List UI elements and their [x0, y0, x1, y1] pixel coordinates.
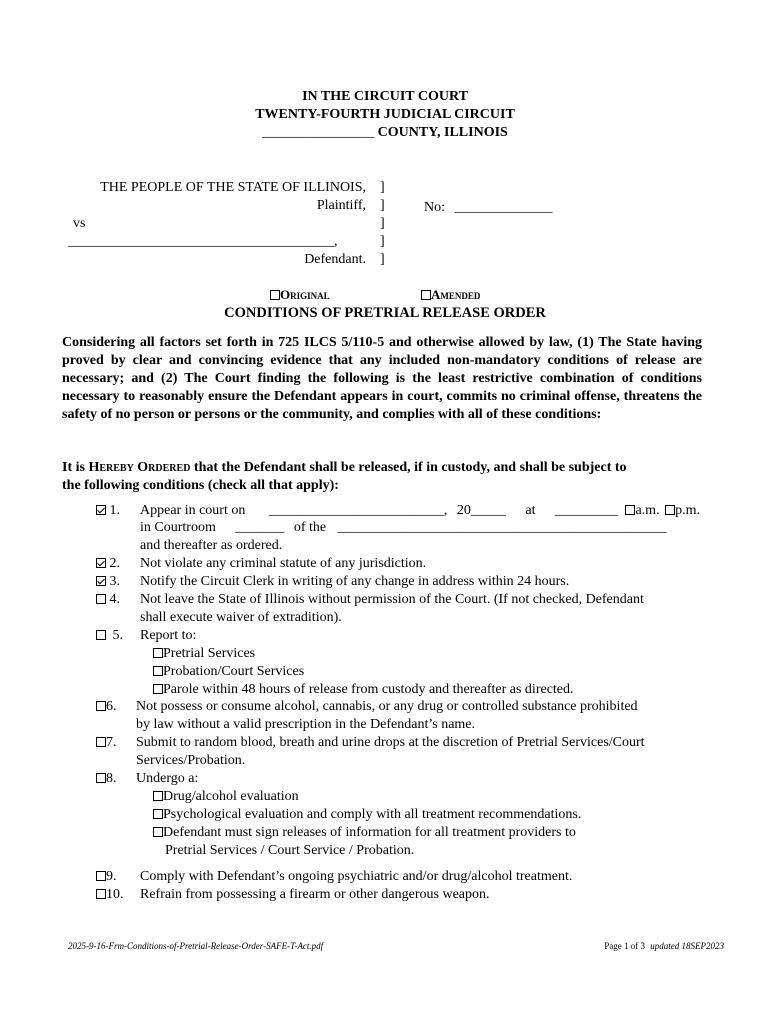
item-9-checkbox[interactable] — [96, 871, 106, 881]
original-checkbox[interactable] — [270, 290, 280, 300]
item-5-number: 5. — [112, 628, 123, 643]
parole-checkbox[interactable] — [153, 684, 163, 694]
appear-label: Appear in court on — [140, 503, 246, 518]
am-label: a.m. — [635, 503, 660, 518]
intro-paragraph: Considering all factors set forth in 725 ILCS 5/110-5 and otherwise allowed by law, (1) The State having proved by clear and convincing evidence that any included non-mandatory conditions of release are necessary; and (2) The Court finding the following is the least restrictive combination of conditions necessary to reasonably ensure the Defendant appears in court, commits no criminal offense, threatens the safety of no person or persons or the community, and complies with all of these conditions: — [62, 335, 702, 422]
of-the-label: of the — [293, 520, 327, 535]
case-number — [424, 199, 553, 217]
item-8-sub-3[interactable] — [153, 824, 576, 842]
updated-date: updated 18SEP2023 — [650, 941, 724, 951]
caption-bracket: ] — [380, 252, 385, 267]
releases-label: Defendant must sign releases of information for all treatment providers to — [163, 825, 576, 840]
ordered-line-1 — [62, 459, 627, 477]
original-label: Original — [280, 287, 330, 302]
caption-defendant-line[interactable]: ______________________________________, — [68, 234, 338, 249]
item-8 — [96, 770, 117, 788]
item-4-number: 4. — [109, 592, 120, 607]
item-4 — [96, 591, 120, 609]
item-9 — [96, 868, 117, 886]
county-label: COUNTY, ILLINOIS — [377, 125, 508, 140]
item-3-number: 3. — [109, 574, 120, 589]
probation-label: Probation/Court Services — [163, 664, 305, 679]
ordered-line-2: the following conditions (check all that apply): — [62, 478, 339, 493]
item-10-text: Refrain from possessing a firearm or other dangerous weapon. — [140, 887, 490, 902]
item-4-line-1: Not leave the State of Illinois without permission of the Court. (If not checked, Defendant — [140, 592, 644, 607]
amended-checkbox[interactable] — [421, 290, 431, 300]
case-number-field[interactable]: ______________ — [454, 200, 553, 215]
item-3-checkbox[interactable] — [96, 576, 106, 586]
item-10-checkbox[interactable] — [96, 889, 106, 899]
item-10 — [96, 886, 124, 904]
original-option[interactable] — [270, 287, 330, 303]
document-title: CONDITIONS OF PRETRIAL RELEASE ORDER — [224, 305, 546, 321]
item-1-line-1 — [140, 502, 700, 520]
item-6-checkbox[interactable] — [96, 701, 106, 711]
item-2-checkbox[interactable] — [96, 558, 106, 568]
pretrial-services-label: Pretrial Services — [163, 646, 256, 661]
item-1 — [96, 502, 120, 520]
footer-filename: 2025-9-16-Frm-Conditions-of-Pretrial-Release-Order-SAFE-T-Act.pdf — [68, 941, 324, 951]
item-8-number: 8. — [106, 771, 117, 786]
item-6-line-2: by law without a valid prescription in the Defendant’s name. — [136, 717, 476, 732]
item-2-text: Not violate any criminal statute of any jurisdiction. — [140, 556, 427, 571]
court-date-field[interactable]: _________________________, — [268, 503, 448, 518]
item-4-checkbox[interactable] — [96, 594, 106, 604]
court-year-field[interactable]: 20_____ — [456, 503, 506, 518]
parole-label: Parole within 48 hours of release from custody and thereafter as directed. — [163, 682, 574, 697]
caption-bracket: ] — [380, 216, 385, 231]
item-5-sub-3[interactable] — [153, 681, 574, 699]
item-4-line-2: shall execute waiver of extradition). — [140, 610, 342, 625]
caption-bracket: ] — [380, 198, 385, 213]
court-name: IN THE CIRCUIT COURT — [302, 89, 468, 104]
courtroom-field[interactable]: _______ — [235, 520, 285, 535]
item-9-text: Comply with Defendant’s ongoing psychiatric and/or drug/alcohol treatment. — [140, 869, 573, 884]
item-7 — [96, 734, 117, 752]
item-5-sub-2[interactable] — [153, 663, 304, 681]
case-number-label: No: — [424, 200, 445, 215]
item-9-number: 9. — [106, 869, 117, 884]
court-time-field[interactable]: _________ — [554, 503, 618, 518]
item-5 — [96, 627, 123, 645]
psych-eval-checkbox[interactable] — [153, 809, 163, 819]
footer-page — [556, 941, 724, 951]
amended-label: Amended — [431, 287, 481, 302]
caption-bracket: ] — [380, 180, 385, 195]
item-3 — [96, 573, 120, 591]
item-8-checkbox[interactable] — [96, 773, 106, 783]
item-7-checkbox[interactable] — [96, 737, 106, 747]
at-label: at — [525, 503, 536, 518]
item-8-sub-3-cont: Pretrial Services / Court Service / Probation. — [165, 843, 415, 858]
item-7-line-2: Services/Probation. — [136, 753, 246, 768]
item-3-text: Notify the Circuit Clerk in writing of any change in address within 24 hours. — [140, 574, 570, 589]
ordered-rest: that the Defendant shall be released, if in custody, and shall be subject to — [190, 460, 627, 475]
item-6-number: 6. — [106, 699, 117, 714]
drug-eval-label: Drug/alcohol evaluation — [163, 789, 299, 804]
item-2-number: 2. — [109, 556, 120, 571]
probation-checkbox[interactable] — [153, 666, 163, 676]
item-7-line-1: Submit to random blood, breath and urine drops at the discretion of Pretrial Services/Court — [136, 735, 645, 750]
amended-option[interactable] — [421, 287, 480, 303]
ordered-prefix: It is — [62, 460, 89, 475]
item-5-sub-1[interactable] — [153, 645, 255, 663]
item-5-text: Report to: — [140, 628, 197, 643]
item-1-line-2 — [140, 519, 667, 537]
caption-defendant: Defendant. — [304, 252, 366, 267]
pretrial-services-checkbox[interactable] — [153, 648, 163, 658]
item-1-number: 1. — [109, 503, 120, 518]
county-line — [0, 124, 770, 142]
caption-plaintiff: Plaintiff, — [316, 198, 366, 213]
courtroom-label: in Courtroom — [140, 520, 216, 535]
drug-eval-checkbox[interactable] — [153, 791, 163, 801]
item-7-number: 7. — [106, 735, 117, 750]
hereby-ordered: Hereby Ordered — [88, 460, 191, 475]
am-checkbox[interactable] — [625, 505, 635, 515]
page-number: Page 1 of 3 — [604, 941, 645, 951]
court-location-field[interactable]: _______________________________________________ — [337, 520, 667, 535]
pm-label: p.m. — [675, 503, 700, 518]
caption-vs: vs — [73, 216, 86, 231]
item-8-text: Undergo a: — [136, 771, 199, 786]
pm-checkbox[interactable] — [665, 505, 675, 515]
item-6 — [96, 698, 117, 716]
item-1-checkbox[interactable] — [96, 505, 106, 515]
psych-eval-label: Psychological evaluation and comply with all treatment recommendations. — [163, 807, 582, 822]
item-8-sub-1[interactable] — [153, 788, 299, 806]
item-8-sub-2[interactable] — [153, 806, 581, 824]
item-1-line-3: and thereafter as ordered. — [140, 538, 283, 553]
county-blank[interactable]: ________________ — [262, 125, 375, 140]
releases-checkbox[interactable] — [153, 827, 163, 837]
circuit-name: TWENTY-FOURTH JUDICIAL CIRCUIT — [255, 107, 515, 122]
caption-bracket: ] — [380, 234, 385, 249]
item-2 — [96, 555, 120, 573]
item-5-checkbox[interactable] — [96, 630, 106, 640]
caption-people: THE PEOPLE OF THE STATE OF ILLINOIS, — [100, 180, 366, 195]
item-10-number: 10. — [106, 887, 124, 902]
item-6-line-1: Not possess or consume alcohol, cannabis, or any drug or controlled substance prohibited — [136, 699, 638, 714]
